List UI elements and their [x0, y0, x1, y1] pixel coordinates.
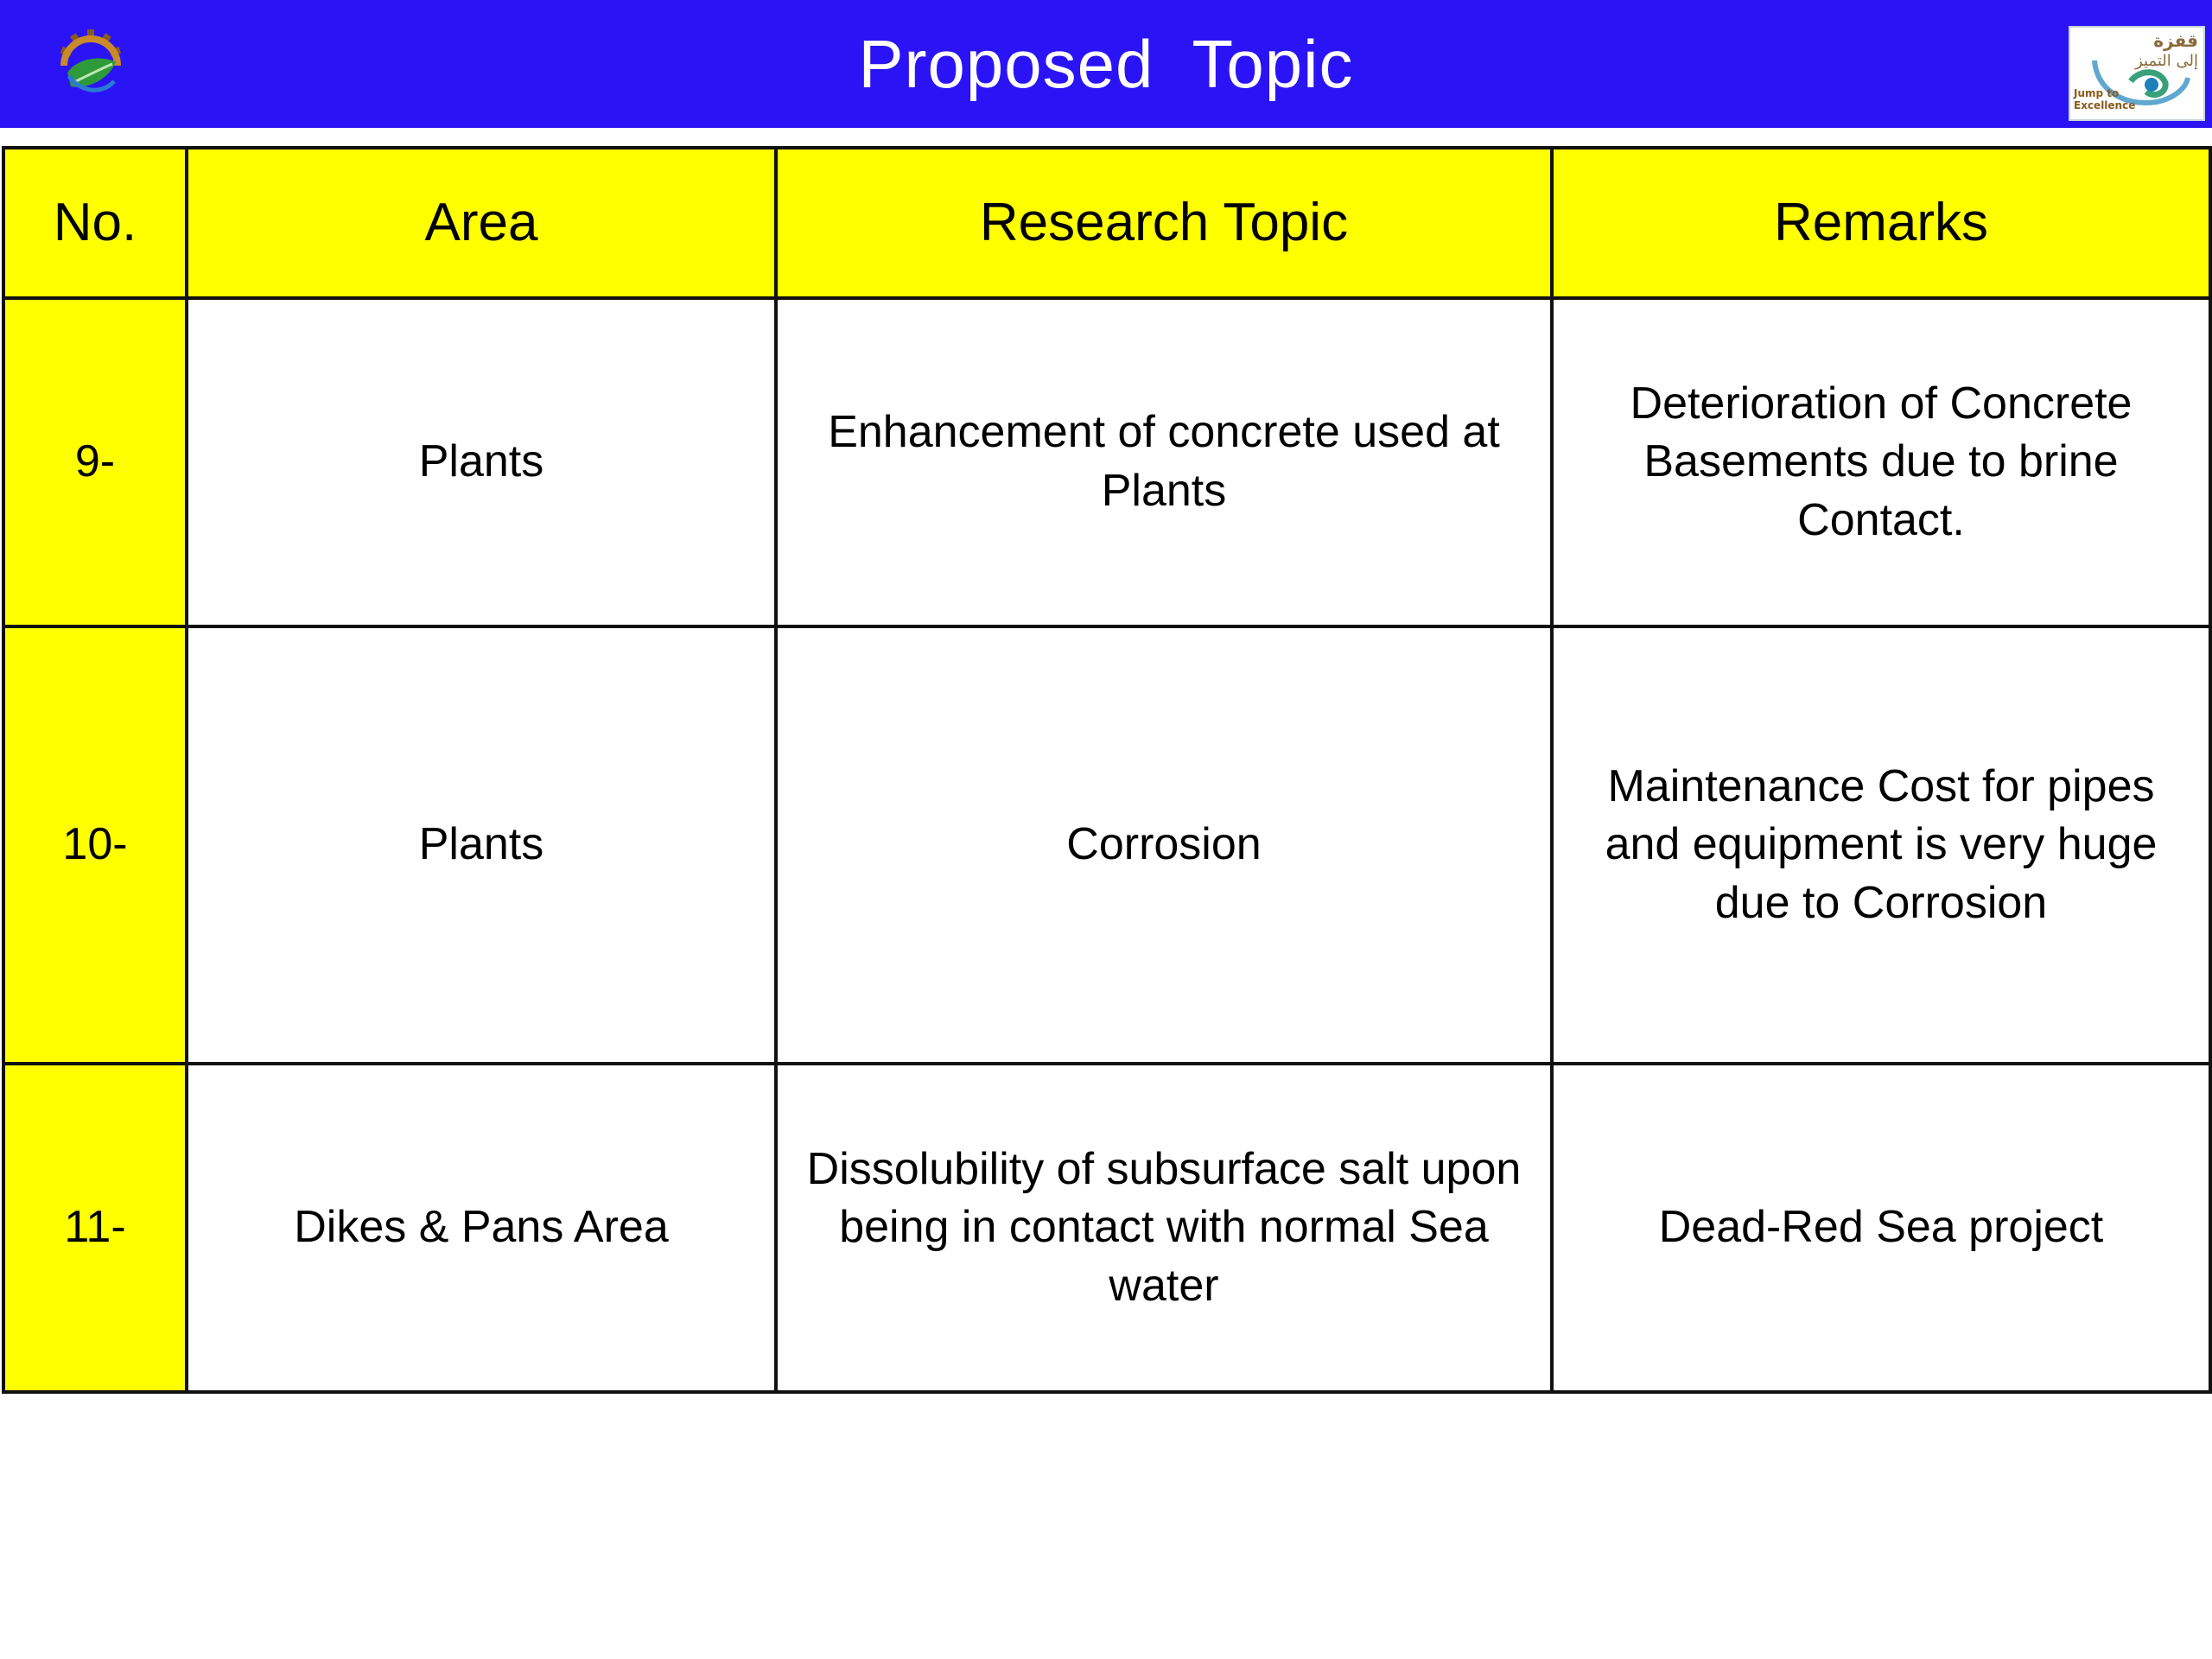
row-number — [3, 1064, 187, 1392]
row-number-text: 10- — [62, 819, 128, 870]
area-cell — [187, 1064, 776, 1392]
header-research-topic: Research Topic — [776, 148, 1552, 298]
area-cell — [187, 298, 776, 626]
topic-cell — [776, 1064, 1552, 1392]
header-area: Area — [187, 148, 776, 298]
topic-text: Dissolubility of subsurface salt upon being in contact with normal Sea water — [806, 1143, 1522, 1311]
area-text: Plants — [418, 819, 544, 870]
table-row — [3, 626, 2210, 1064]
table-row — [3, 298, 2210, 626]
remarks-cell — [1552, 626, 2210, 1064]
remarks-cell — [1552, 1064, 2210, 1392]
header-remarks: Remarks — [1552, 148, 2210, 298]
remarks-text: Dead-Red Sea project — [1658, 1202, 2104, 1253]
topic-cell — [776, 626, 1552, 1064]
svg-text:Jump to: Jump to — [2074, 87, 2120, 99]
svg-text:Excellence: Excellence — [2074, 99, 2136, 111]
row-number-text: 9- — [74, 436, 116, 487]
topic-text: Enhancement of concrete used at Plants — [828, 407, 1500, 516]
svg-text:قفزة: قفزة — [2153, 30, 2198, 51]
topic-cell — [776, 298, 1552, 626]
slide-title: Proposed Topic — [858, 25, 1354, 102]
row-number — [3, 298, 187, 626]
header-no: No. — [3, 148, 187, 298]
table-header-row — [3, 148, 2210, 298]
row-number — [3, 626, 187, 1064]
remarks-text: Maintenance Cost for pipes and equipment is very huge due to Corrosion — [1605, 760, 2158, 928]
remarks-text: Deterioration of Concrete Basements due to brine Contact. — [1630, 378, 2133, 545]
table-row — [3, 1064, 2210, 1392]
research-topics-table — [2, 146, 2212, 1394]
jump-to-excellence-logo-icon — [2069, 26, 2205, 121]
title-bar — [0, 0, 2212, 128]
area-text: Plants — [418, 436, 544, 487]
remarks-cell — [1552, 298, 2210, 626]
topic-text: Corrosion — [1066, 819, 1262, 870]
gear-leaf-logo-icon — [52, 26, 130, 104]
row-number-text: 11- — [64, 1202, 126, 1253]
area-cell — [187, 626, 776, 1064]
area-text: Dikes & Pans Area — [294, 1202, 669, 1253]
svg-text:إلى التميز: إلى التميز — [2135, 52, 2198, 70]
